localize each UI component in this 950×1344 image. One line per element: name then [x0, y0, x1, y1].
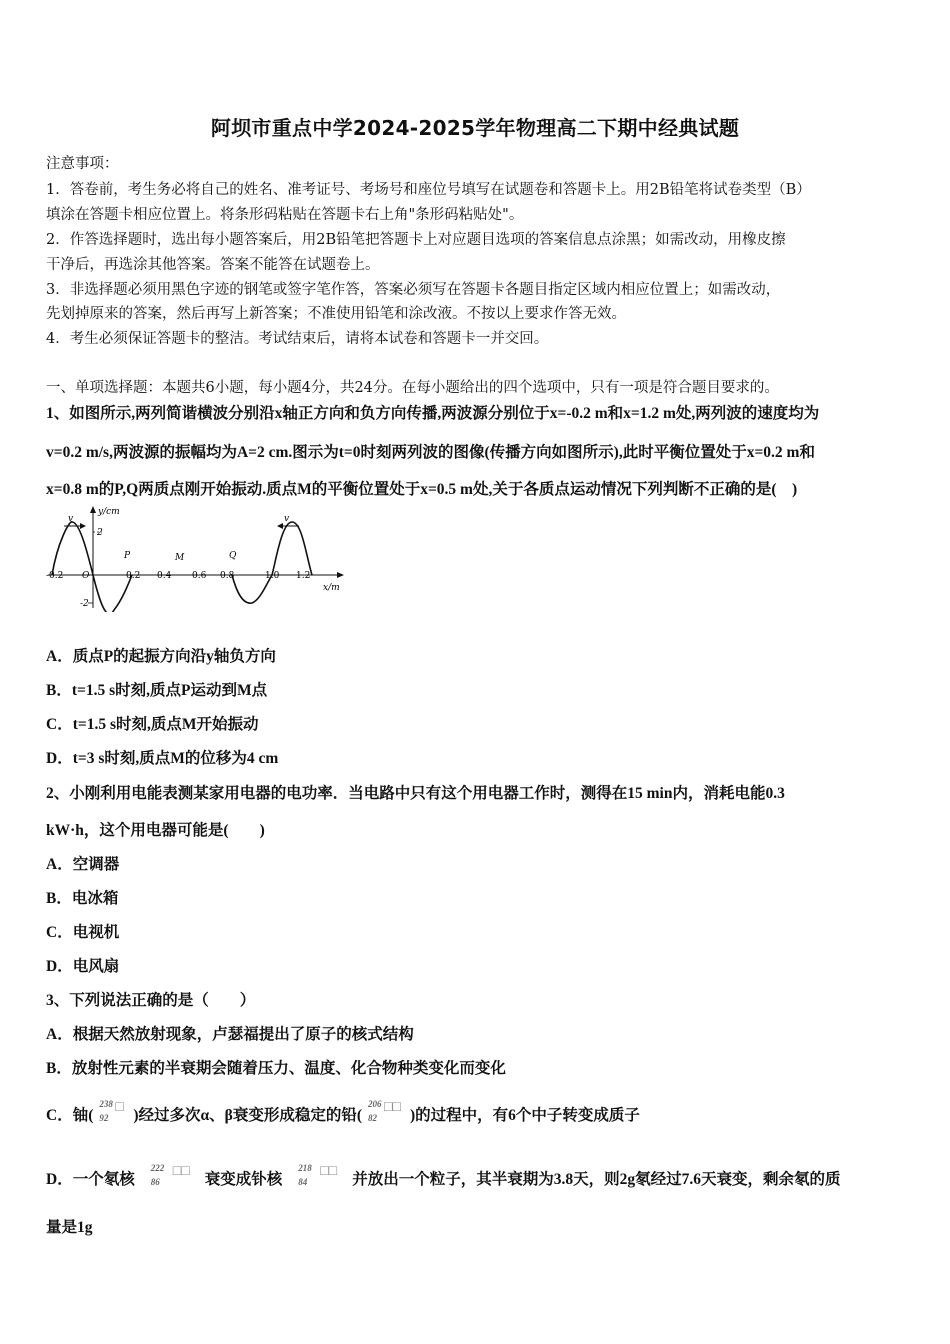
x-tick-label: 1.0 [265, 571, 280, 581]
atomic-number: 86 [150, 1177, 160, 1188]
wave-figure [44, 500, 354, 612]
lead-nuclide [362, 1099, 410, 1127]
question-2-option-d: D．电风扇 [46, 958, 120, 975]
point-label-m: M [175, 553, 185, 563]
question-3-stem: 3、下列说法正确的是（ ） [46, 992, 256, 1009]
notice-line: 3．非选择题必须用黑色字迹的钢笔或签字笔作答，答案必须写在答题卡各题目指定区域内相应位置上；如需改动， [46, 282, 781, 298]
radon-nuclide [145, 1163, 205, 1191]
left-wave-curve [52, 522, 132, 612]
question-1-option-d: D．t=3 s时刻,质点M的位移为4 cm [46, 750, 279, 767]
mass-number: 222 [150, 1163, 165, 1174]
option-c-prefix: C．铀( [46, 1107, 94, 1124]
uranium-nuclide [93, 1099, 133, 1127]
question-1-stem: x=0.8 m的P,Q两质点刚开始振动.质点M的平衡位置处于x=0.5 m处,关于各质点运动情况下列判断不正确的是( ) [46, 481, 798, 498]
question-1-stem: 1、如图所示,两列简谐横波分别沿x轴正方向和负方向传播,两波源分别位于x=-0.2 m和x=1.2 m处,两列波的速度均为 [46, 405, 820, 422]
notice-line: 2．作答选择题时，选出每小题答案后，用2B铅笔把答题卡上对应题目选项的答案信息点涂黑；如需改动，用橡皮擦 [46, 232, 786, 248]
notice-line: 干净后，再选涂其他答案。答案不能答在试题卷上。 [46, 257, 380, 273]
notice-line: 先划掉原来的答案，然后再写上新答案；不准使用铅笔和涂改液。不按以上要求作答无效。 [46, 306, 626, 322]
question-1-stem: v=0.2 m/s,两波源的振幅均为A=2 cm.图示为t=0时刻两列波的图像(传播方向如图所示),此时平衡位置处于x=0.2 m和 [46, 444, 815, 461]
right-wave-curve [232, 522, 312, 603]
option-d-middle: 衰变成钋核 [204, 1171, 283, 1188]
question-1-option-c: C．t=1.5 s时刻,质点M开始振动 [46, 716, 259, 733]
x-tick-label: O [82, 571, 90, 581]
left-velocity-label: v [68, 514, 74, 524]
mass-number: 218 [298, 1163, 312, 1174]
option-c-middle: )经过多次α、β衰变形成稳定的铅( [133, 1107, 363, 1124]
option-d-suffix: 并放出一个粒子，其半衰期为3.8天，则2g氡经过7.6天衰变，剩余氡的质 [352, 1171, 841, 1188]
x-tick-label: 0.8 [220, 571, 235, 581]
x-tick-label: 1.2 [296, 571, 311, 581]
mass-number: 206 [368, 1099, 382, 1110]
question-3-option-c [46, 1099, 906, 1127]
y-axis-label: y/cm [98, 507, 120, 517]
atomic-number: 92 [99, 1113, 109, 1124]
notice-line: 1．答卷前，考生务必将自己的姓名、准考证号、考场号和座位号填写在试题卷和答题卡上。用2B铅笔将试卷类型（B） [46, 182, 811, 198]
notice-line: 填涂在答题卡相应位置上。将条形码粘贴在答题卡右上角"条形码粘贴处"。 [46, 207, 524, 223]
point-label-q: Q [229, 551, 237, 561]
x-tick-label: -0.2 [46, 571, 64, 581]
question-3-option-d-continued: 量是1g [46, 1219, 93, 1236]
missing-glyph-icon: □□ [320, 1164, 338, 1180]
question-2-stem: kW·h，这个用电器可能是( ) [46, 822, 265, 839]
option-c-suffix: )的过程中，有6个中子转变成质子 [410, 1107, 640, 1124]
y-tick-label: 2 [97, 528, 103, 538]
question-1-option-b: B．t=1.5 s时刻,质点P运动到M点 [46, 682, 268, 699]
question-3-option-a: A．根据天然放射现象，卢瑟福提出了原子的核式结构 [46, 1026, 414, 1043]
missing-glyph-icon: □□ [384, 1100, 401, 1116]
x-axis-arrow [337, 572, 344, 578]
option-d-prefix: D．一个氡核 [46, 1171, 135, 1188]
point-label-p: P [124, 551, 131, 561]
y-tick-label: -2 [80, 599, 89, 609]
missing-glyph-icon: □ [115, 1100, 124, 1116]
x-tick-label: 0.6 [192, 571, 207, 581]
question-2-stem: 2、小刚利用电能表测某家用电器的电功率．当电路中只有这个用电器工作时，测得在15 min内，消耗电能0.3 [46, 785, 785, 802]
mass-number: 238 [99, 1099, 113, 1110]
x-tick-label: 0.2 [126, 571, 141, 581]
question-2-option-c: C．电视机 [46, 924, 120, 941]
x-axis-label: x/m [323, 583, 340, 593]
question-1-option-a: A．质点P的起振方向沿y轴负方向 [46, 648, 276, 665]
question-3-option-b: B．放射性元素的半衰期会随着压力、温度、化合物种类变化而变化 [46, 1060, 506, 1077]
missing-glyph-icon: □□ [172, 1164, 190, 1180]
question-2-option-a: A．空调器 [46, 856, 120, 873]
notice-line: 4．考生必须保证答题卡的整洁。考试结束后，请将本试卷和答题卡一并交回。 [46, 331, 549, 347]
question-2-option-b: B．电冰箱 [46, 890, 119, 907]
left-velocity-arrowhead [80, 523, 86, 529]
atomic-number: 84 [298, 1177, 308, 1188]
atomic-number: 82 [368, 1113, 378, 1124]
page-title: 阿坝市重点中学2024-2025学年物理高二下期中经典试题 [210, 116, 740, 140]
polonium-nuclide [292, 1163, 352, 1191]
x-tick-label: 0.4 [157, 571, 172, 581]
right-velocity-label: v [284, 514, 290, 524]
right-velocity-arrowhead [277, 523, 283, 529]
question-3-option-d [46, 1163, 906, 1191]
notice-heading: 注意事项： [46, 156, 119, 172]
y-axis-arrow [90, 506, 96, 513]
section-heading: 一、单项选择题：本题共6小题，每小题4分，共24分。在每小题给出的四个选项中，只有一项是符合题目要求的。 [46, 380, 779, 396]
